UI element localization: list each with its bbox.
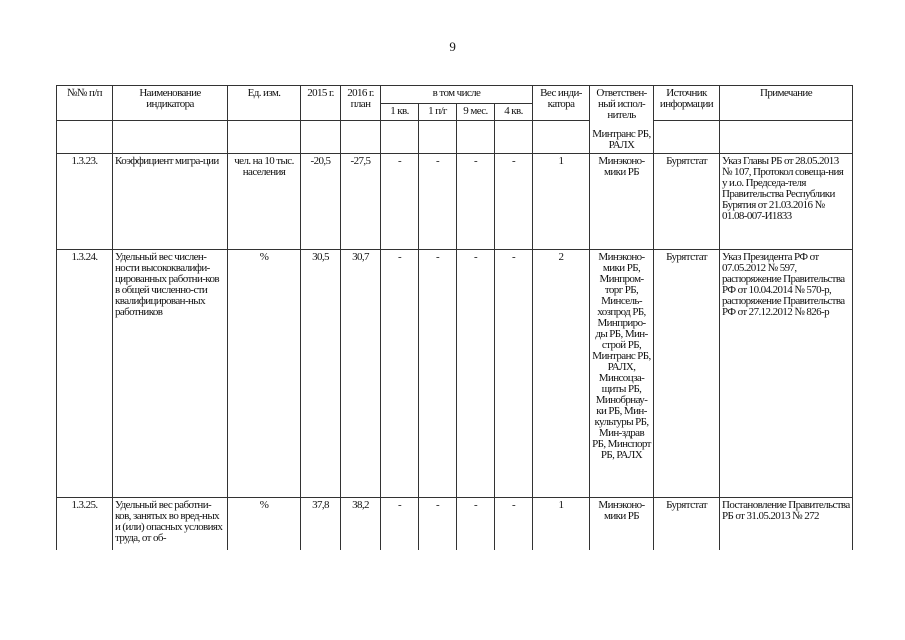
cell-weight: 2 bbox=[533, 250, 590, 498]
cell-source: Бурятстат bbox=[654, 154, 720, 250]
cell-unit: % bbox=[228, 498, 301, 551]
cell-2015: -20,5 bbox=[301, 154, 341, 250]
cell-name: Удельный вес числен-ности высококвалифи-цированных работни-ков в общей численно-сти квалифицирован-ных работников bbox=[113, 250, 228, 498]
header-9m: 9 мес. bbox=[457, 103, 495, 121]
header-including: в том числе bbox=[381, 86, 533, 104]
cell-unit: чел. на 10 тыс. населения bbox=[228, 154, 301, 250]
header-h1: 1 п/г bbox=[419, 103, 457, 121]
cell-source: Бурятстат bbox=[654, 250, 720, 498]
cell-9m: - bbox=[457, 250, 495, 498]
cell-2015: 37,8 bbox=[301, 498, 341, 551]
cell-responsible: Минэконо-мики РБ bbox=[590, 498, 654, 551]
header-q4: 4 кв. bbox=[495, 103, 533, 121]
cell-q4: - bbox=[495, 250, 533, 498]
cell-q1: - bbox=[381, 250, 419, 498]
cell-num: 1.3.25. bbox=[57, 498, 113, 551]
cell-2016: 38,2 bbox=[341, 498, 381, 551]
cell-weight: 1 bbox=[533, 154, 590, 250]
cell-num: 1.3.23. bbox=[57, 154, 113, 250]
header-unit: Ед. изм. bbox=[228, 86, 301, 121]
cell-name: Коэффициент мигра-ции bbox=[113, 154, 228, 250]
table-row bbox=[57, 498, 853, 551]
cell-q4: - bbox=[495, 154, 533, 250]
header-2015: 2015 г. bbox=[301, 86, 341, 121]
cell-responsible: Минэконо-мики РБ, Минпром-торг РБ, Минсель-хозпрод РБ, Минприро-ды РБ, Мин-строй РБ, Минтранс РБ, РАЛХ, Минсоцза-щиты РБ, Минобрнау-ки РБ, Мин-культуры РБ, Мин-здрав РБ, Минспорт РБ, РАЛХ bbox=[590, 250, 654, 498]
cell-note: Указ Главы РБ от 28.05.2013 № 107, Протокол совеща-ния у и.о. Председа-теля Правительства Республики Бурятия от 21.03.2016 № 01.08-007-И1833 bbox=[720, 154, 853, 250]
cell-responsible: Минэконо-мики РБ bbox=[590, 154, 654, 250]
cell-weight: 1 bbox=[533, 498, 590, 551]
header-responsible-label: Ответствен-ный испол-нитель bbox=[596, 87, 647, 121]
cell-note: Постановление Правительства РБ от 31.05.2013 № 272 bbox=[720, 498, 853, 551]
header-source: Источник информации bbox=[654, 86, 720, 121]
cell-unit: % bbox=[228, 250, 301, 498]
cell-name: Удельный вес работни-ков, занятых во вред-ных и (или) опасных условиях труда, от об- bbox=[113, 498, 228, 551]
cell-2015: 30,5 bbox=[301, 250, 341, 498]
cell-2016: -27,5 bbox=[341, 154, 381, 250]
cell-9m: - bbox=[457, 498, 495, 551]
header-row-3 bbox=[57, 121, 853, 154]
cell-q1: - bbox=[381, 498, 419, 551]
header-q1: 1 кв. bbox=[381, 103, 419, 121]
cell-h1: - bbox=[419, 498, 457, 551]
header-num: №№ п/п bbox=[57, 86, 113, 121]
cell-num: 1.3.24. bbox=[57, 250, 113, 498]
cell-h1: - bbox=[419, 154, 457, 250]
cell-source: Бурятстат bbox=[654, 498, 720, 551]
header-note: Примечание bbox=[720, 86, 853, 121]
header-row-1 bbox=[57, 86, 853, 104]
header-responsible-extra: Минтранс РБ, РАЛХ bbox=[592, 128, 651, 151]
cell-h1: - bbox=[419, 250, 457, 498]
indicators-table bbox=[56, 85, 853, 550]
cell-q4: - bbox=[495, 498, 533, 551]
table-row bbox=[57, 154, 853, 250]
cell-9m: - bbox=[457, 154, 495, 250]
cell-note: Указ Президента РФ от 07.05.2012 № 597, распоряжение Правительства РФ от 10.04.2014 № 570-р, распоряжение Правительства РФ от 27.12.2012 № 826-р bbox=[720, 250, 853, 498]
header-2016-plan: 2016 г. план bbox=[341, 86, 381, 121]
cell-2016: 30,7 bbox=[341, 250, 381, 498]
header-name: Наименование индикатора bbox=[113, 86, 228, 121]
table-row bbox=[57, 250, 853, 498]
page-number: 9 bbox=[449, 39, 456, 54]
header-weight: Вес инди-катора bbox=[533, 86, 590, 121]
header-responsible bbox=[590, 86, 654, 154]
cell-q1: - bbox=[381, 154, 419, 250]
